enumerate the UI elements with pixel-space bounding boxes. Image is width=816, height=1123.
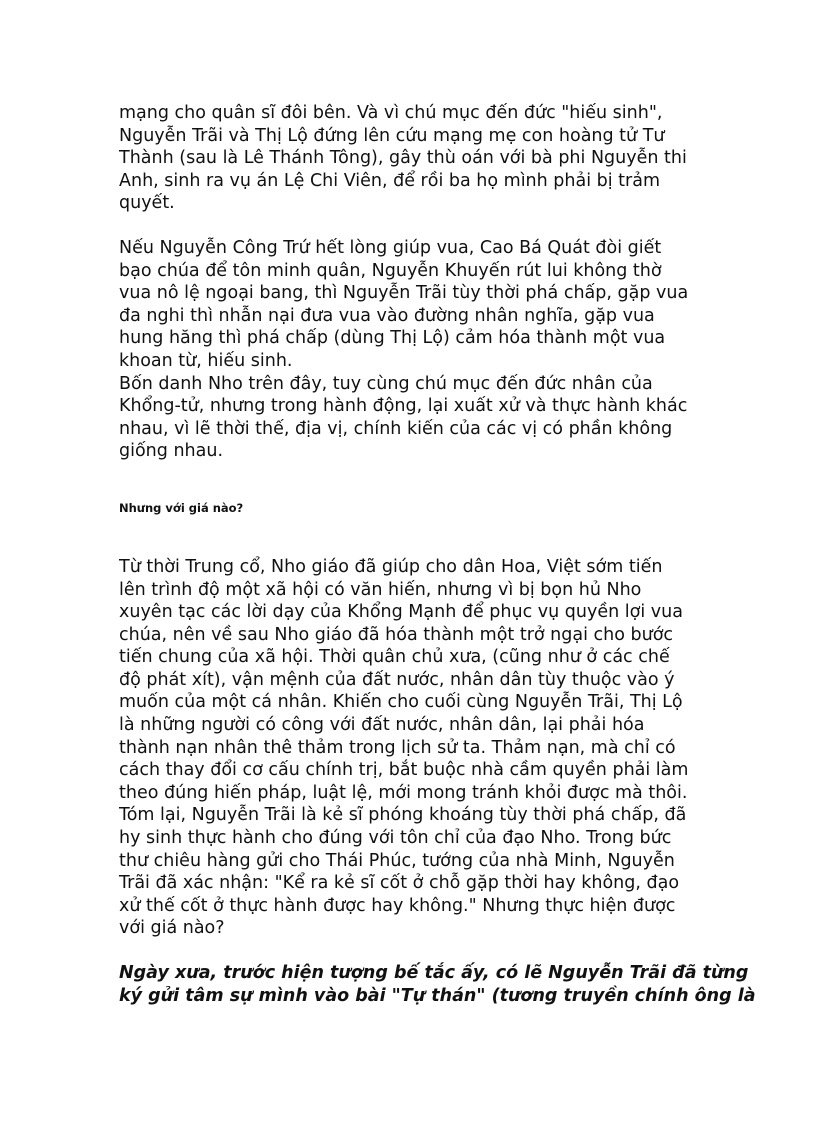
text-line: mạng cho quân sĩ đôi bên. Và vì chú mục đến đức "hiếu sinh", bbox=[119, 103, 663, 123]
text-line: xuyên tạc các lời dạy của Khổng Mạnh để phục vụ quyền lợi vua bbox=[119, 602, 683, 623]
paragraph-nguyen-cong-tru bbox=[119, 237, 709, 373]
text-line: Khổng-tử, nhưng trong hành động, lại xuất xử và thực hành khác bbox=[119, 396, 688, 417]
text-line: Từ thời Trung cổ, Nho giáo đã giúp cho dân Hoa, Việt sớm tiến bbox=[119, 556, 663, 577]
text-line: vua nô lệ ngoại bang, thì Nguyễn Trãi tùy thời phá chấp, gặp vua bbox=[119, 283, 689, 304]
text-line: thư chiêu hàng gửi cho Thái Phúc, tướng của nhà Minh, Nguyễn bbox=[119, 850, 675, 871]
text-line: là những người có công với đất nước, nhân dân, lại phải hóa bbox=[119, 715, 645, 736]
text-line: Ngày xưa, trước hiện tượng bế tắc ấy, có lẽ Nguyễn Trãi đã từng bbox=[119, 963, 749, 983]
paragraph-hieu-sinh bbox=[119, 102, 709, 215]
text-line: độ phát xít), vận mệnh của đất nước, nhân dân tùy thuộc vào ý bbox=[119, 669, 675, 690]
paragraph-trung-co bbox=[119, 556, 709, 940]
text-line: nhau, vì lẽ thời thế, địa vị, chính kiến của các vị có phần không bbox=[119, 418, 673, 439]
text-line: quyết. bbox=[119, 193, 175, 214]
text-line: lên trình độ một xã hội có văn hiến, nhưng vì bị bọn hủ Nho bbox=[119, 579, 642, 600]
paragraph-tu-than bbox=[119, 962, 756, 1007]
text-line: tiến chung của xã hội. Thời quân chủ xưa, (cũng như ở các chế bbox=[119, 647, 670, 668]
text-line: xử thế cốt ở thực hành được hay không." Nhưng thực hiện được bbox=[119, 895, 676, 916]
section-heading: Nhưng với giá nào? bbox=[119, 500, 244, 515]
text-line: Thành (sau là Lê Thánh Tông), gây thù oán với bà phi Nguyễn thi bbox=[119, 148, 687, 169]
text-line: với giá nào? bbox=[119, 918, 225, 939]
text-line: Bốn danh Nho trên đây, tuy cùng chú mục đến đức nhân của bbox=[119, 373, 653, 394]
text-line: Anh, sinh ra vụ án Lệ Chi Viên, để rồi ba họ mình phải bị trảm bbox=[119, 170, 661, 191]
text-line: ký gửi tâm sự mình vào bài "Tự thán" (tương truyền chính ông là bbox=[119, 985, 756, 1006]
text-line: theo đúng hiến pháp, luật lệ, mới mong tránh khỏi được mà thôi. bbox=[119, 782, 688, 803]
text-line: cách thay đổi cơ cấu chính trị, bắt buộc nhà cầm quyền phải làm bbox=[119, 760, 689, 781]
text-line: chúa, nên về sau Nho giáo đã hóa thành một trở ngại cho bước bbox=[119, 624, 674, 645]
text-line: Tóm lại, Nguyễn Trãi là kẻ sĩ phóng khoáng tùy thời phá chấp, đã bbox=[119, 805, 687, 826]
text-line: khoan từ, hiếu sinh. bbox=[119, 350, 293, 371]
text-line: giống nhau. bbox=[119, 441, 224, 462]
paragraph-bon-danh-nho bbox=[119, 373, 709, 463]
text-line: Trãi đã xác nhận: "Kể ra kẻ sĩ cốt ở chỗ gặp thời hay không, đạo bbox=[119, 873, 680, 894]
text-line: hy sinh thực hành cho đúng với tôn chỉ của đạo Nho. Trong bức bbox=[119, 828, 672, 849]
text-line: thành nạn nhân thê thảm trong lịch sử ta. Thảm nạn, mà chỉ có bbox=[119, 737, 676, 758]
document-page bbox=[119, 102, 756, 1007]
text-line: Nếu Nguyễn Công Trứ hết lòng giúp vua, Cao Bá Quát đòi giết bbox=[119, 237, 662, 258]
text-line: Nguyễn Trãi và Thị Lộ đứng lên cứu mạng mẹ con hoàng tử Tư bbox=[119, 125, 665, 146]
text-line: muốn của một cá nhân. Khiến cho cuối cùng Nguyễn Trãi, Thị Lộ bbox=[119, 692, 683, 713]
text-line: đa nghi thì nhẫn nại đưa vua vào đường nhân nghĩa, gặp vua bbox=[119, 305, 655, 326]
text-line: bạo chúa để tôn minh quân, Nguyễn Khuyến rút lui không thờ bbox=[119, 260, 662, 281]
text-line: hung hăng thì phá chấp (dùng Thị Lộ) cảm hóa thành một vua bbox=[119, 328, 666, 349]
